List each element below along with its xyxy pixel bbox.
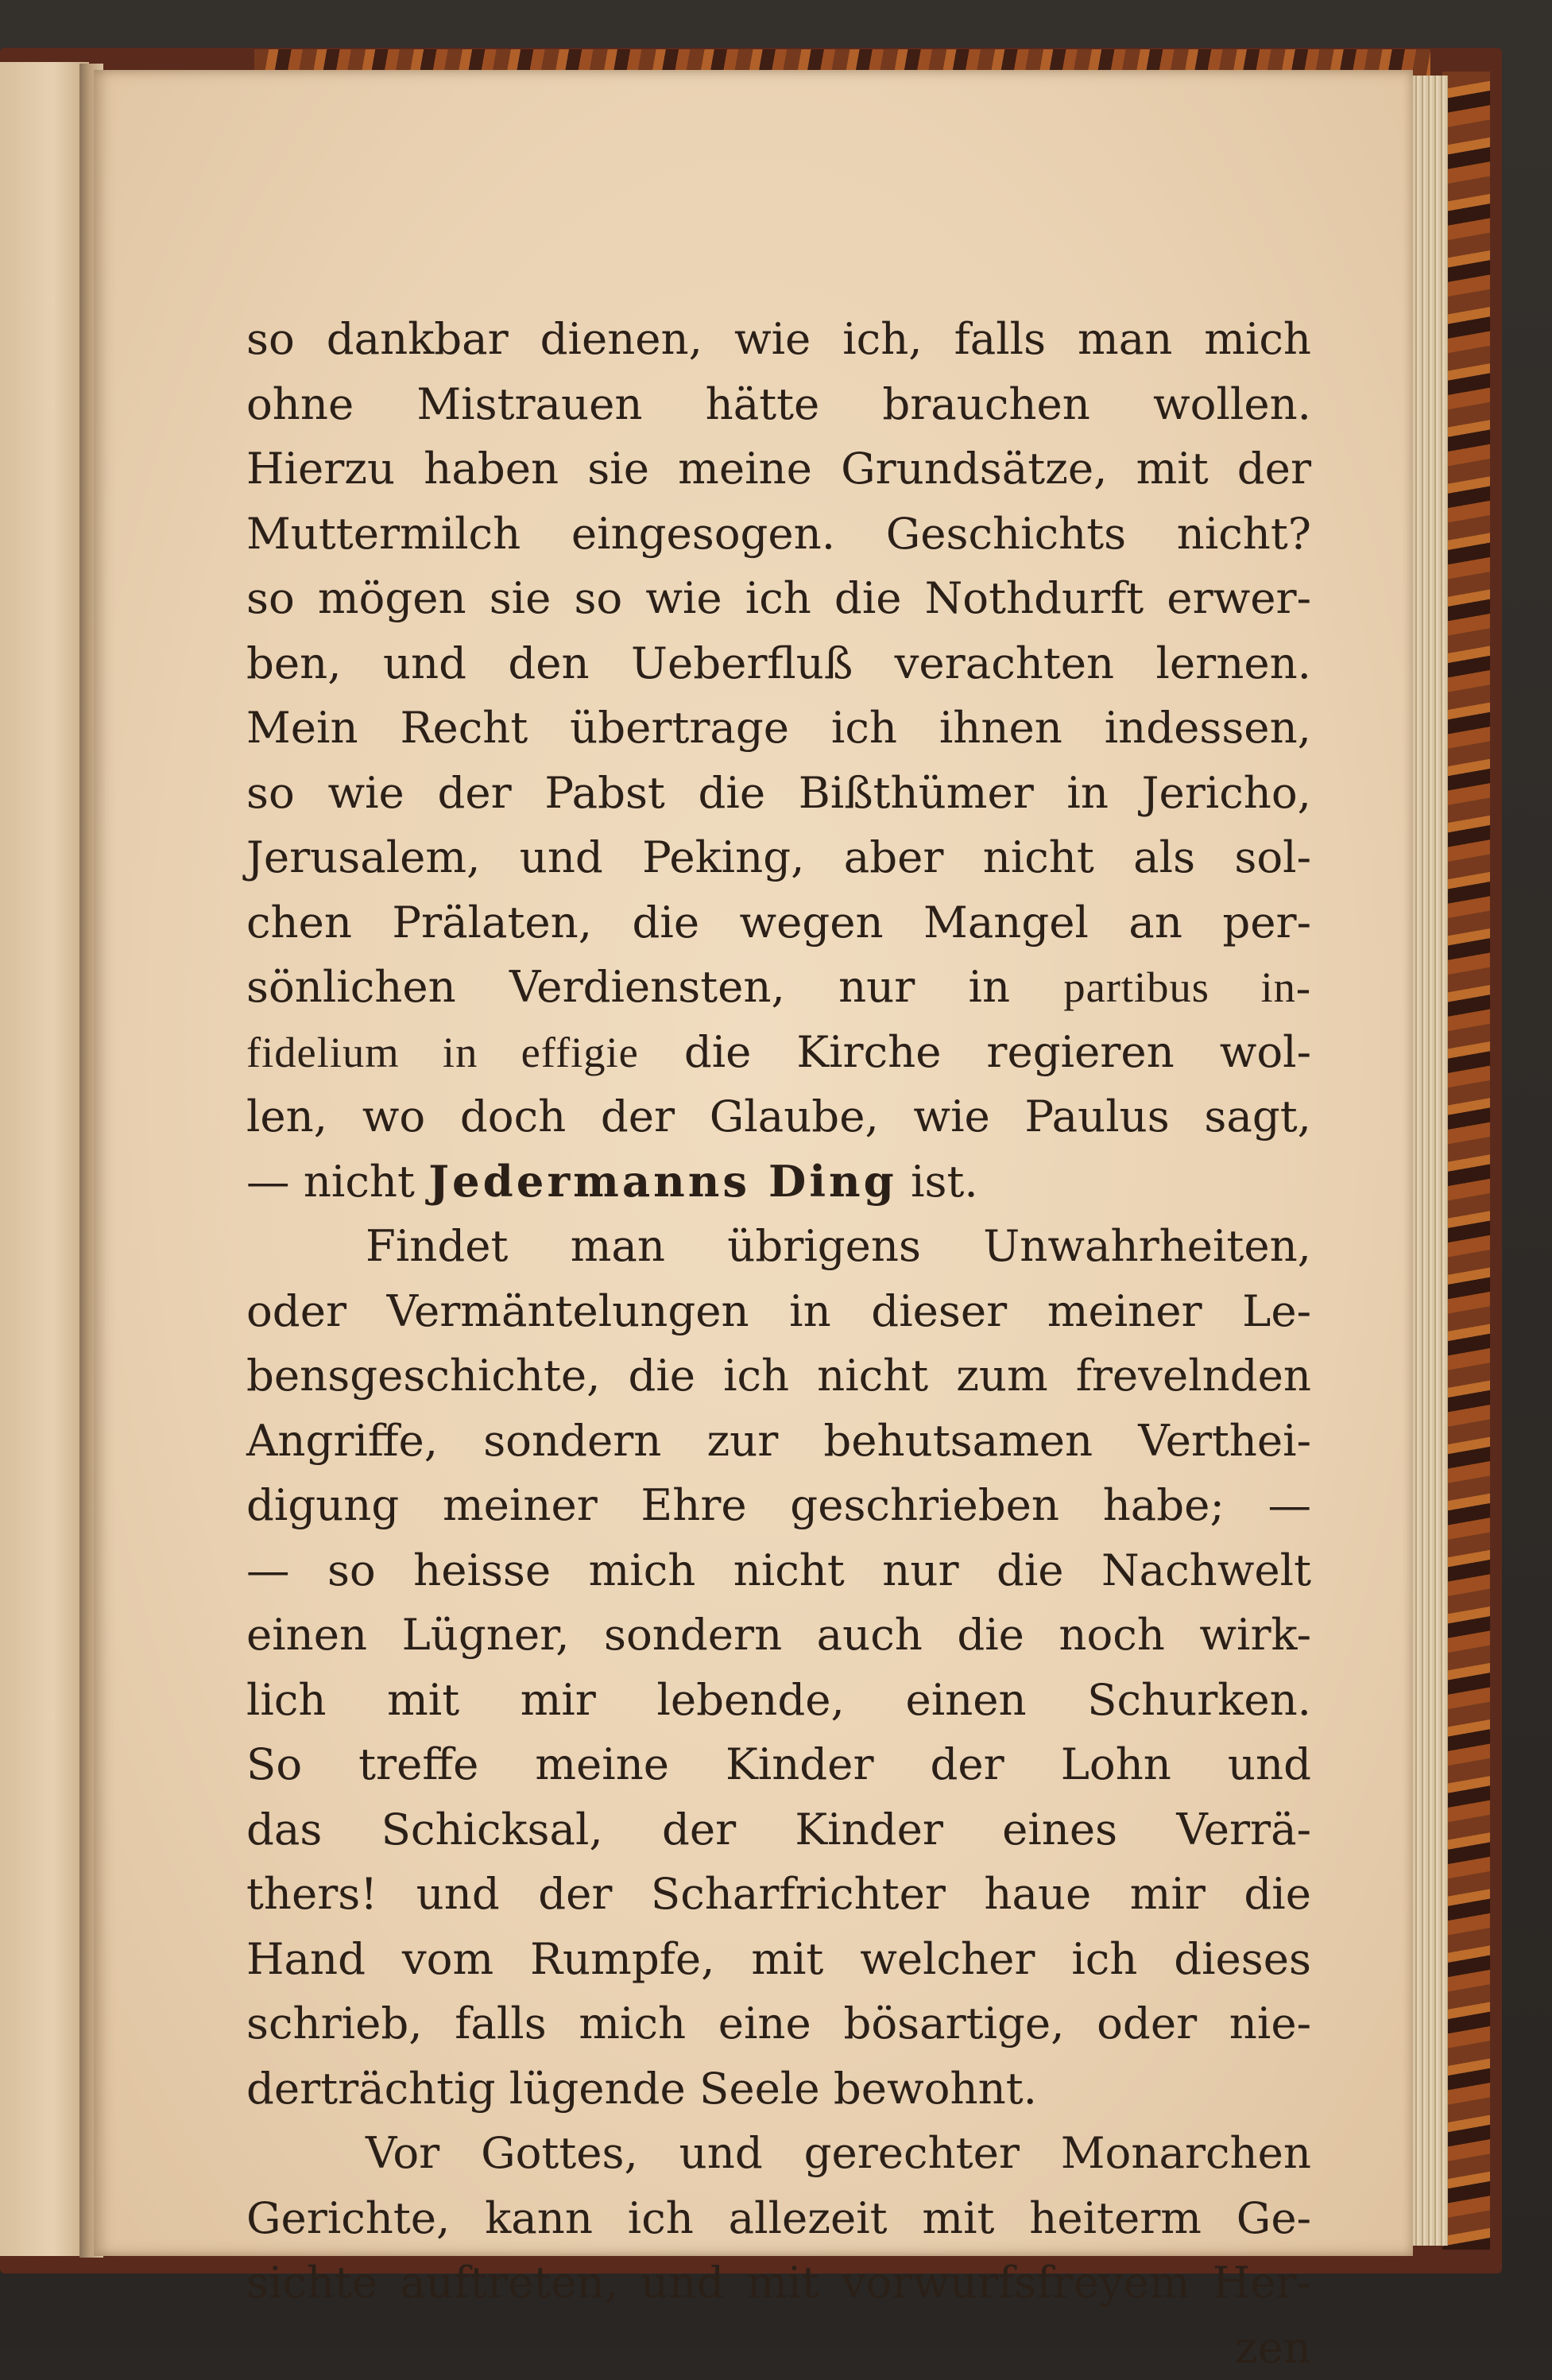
marbled-cover-edge-right (1442, 72, 1490, 2250)
text-segment: ist. (897, 1156, 978, 1207)
text-line: Hand vom Rumpfe, mit welcher ich dieses (246, 1927, 1311, 1992)
page-text (246, 307, 1311, 2380)
text-line (246, 1020, 1311, 1085)
text-line: Hierzu haben sie meine Grundsätze, mit der (246, 436, 1311, 502)
text-line: digung meiner Ehre geschrieben habe; — (246, 1473, 1311, 1538)
text-segment: die Kirche regieren wol- (639, 1026, 1311, 1077)
text-line: so wie der Pabst die Bißthümer in Jericho, (246, 761, 1311, 826)
text-line: Jerusalem, und Peking, aber nicht als sol- (246, 825, 1311, 890)
text-segment: sönlichen Verdiensten, nur in (246, 961, 1063, 1012)
text-line: lich mit mir lebende, einen Schurken. (246, 1668, 1311, 1733)
text-line: oder Vermäntelungen in dieser meiner Le- (246, 1279, 1311, 1344)
text-line: ben, und den Ueberfluß verachten lernen. (246, 631, 1311, 696)
text-line: thers! und der Scharfrichter haue mir die (246, 1862, 1311, 1927)
text-line: einen Lügner, sondern auch die noch wirk- (246, 1603, 1311, 1668)
left-page (0, 62, 89, 2256)
text-segment: — nicht (246, 1156, 428, 1207)
latin-text: fidelium in effigie (246, 1028, 639, 1076)
text-line: Muttermilch eingesogen. Geschichts nicht? (246, 502, 1311, 567)
text-line: chen Prälaten, die wegen Mangel an per- (246, 890, 1311, 955)
text-line: ohne Mistrauen hätte brauchen wollen. (246, 372, 1311, 437)
text-line: Gerichte, kann ich allezeit mit heiterm Ge- (246, 2186, 1311, 2251)
text-line: Angriffe, sondern zur behutsamen Verthei- (246, 1409, 1311, 1474)
text-line: Findet man übrigens Unwahrheiten, (246, 1214, 1311, 1279)
text-line: so mögen sie so wie ich die Nothdurft erwer- (246, 566, 1311, 631)
book-page (94, 70, 1413, 2256)
text-line: schrieb, falls mich eine bösartige, oder nie- (246, 1991, 1311, 2056)
text-line (246, 955, 1311, 1020)
text-line: sichte auftreten, und mit vorwurfsfreyem Her- (246, 2250, 1311, 2316)
text-line: bensgeschichte, die ich nicht zum frevelnden (246, 1343, 1311, 1409)
text-line (246, 1149, 1311, 1215)
text-line: so dankbar dienen, wie ich, falls man mich (246, 307, 1311, 372)
text-line: derträchtig lügende Seele bewohnt. (246, 2056, 1311, 2122)
latin-text: partibus in- (1063, 963, 1311, 1011)
text-line: das Schicksal, der Kinder eines Verrä- (246, 1797, 1311, 1863)
text-line: — so heisse mich nicht nur die Nachwelt (246, 1538, 1311, 1603)
text-line: So treffe meine Kinder der Lohn und (246, 1732, 1311, 1797)
catchword: zen (246, 2316, 1311, 2380)
text-line: Mein Recht übertrage ich ihnen indessen, (246, 696, 1311, 761)
text-line: Vor Gottes, und gerechter Monarchen (246, 2121, 1311, 2186)
emphasized-text: Jedermanns Ding (428, 1156, 897, 1207)
text-line: len, wo doch der Glaube, wie Paulus sagt, (246, 1084, 1311, 1149)
